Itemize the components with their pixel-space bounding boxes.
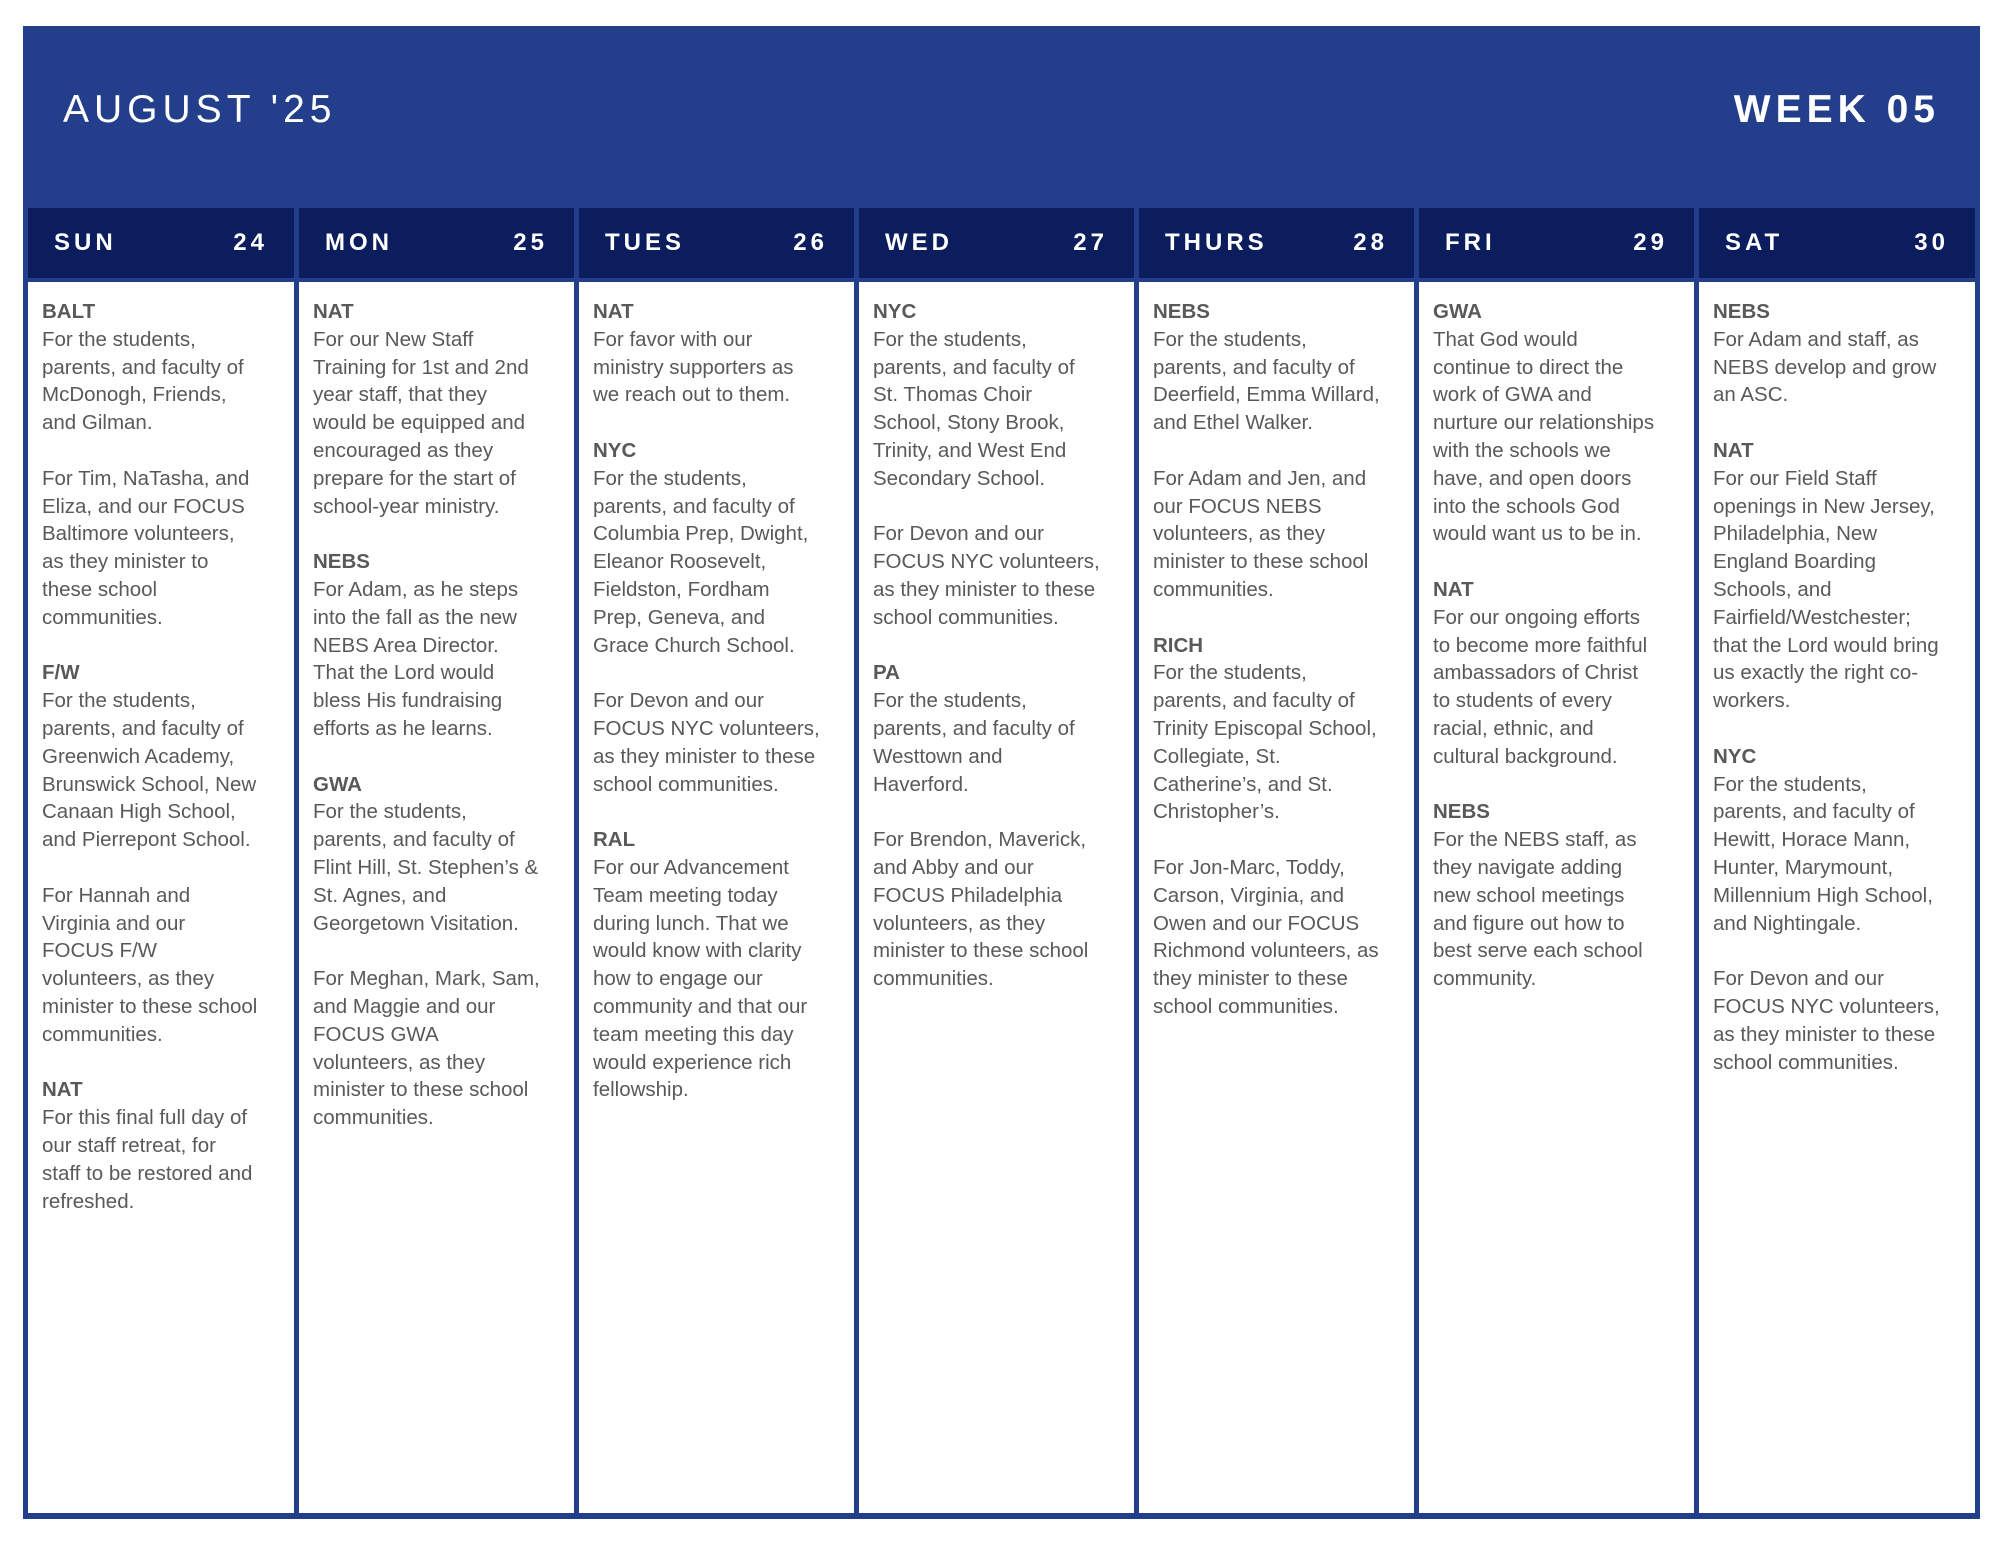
prayer-text-line: and Gilman. — [42, 411, 153, 435]
prayer-text-line: our FOCUS NEBS — [1153, 494, 1322, 518]
prayer-text-line: would be equipped and — [313, 411, 526, 435]
prayer-text-line: during lunch. That we — [593, 911, 789, 935]
day-name: TUES — [605, 229, 686, 256]
region-tag: NAT — [593, 300, 634, 323]
prayer-text-line: Fairfield/Westchester; — [1713, 605, 1911, 629]
prayer-text-line: have, and open doors — [1433, 466, 1632, 490]
prayer-text-line: Haverford. — [873, 772, 969, 796]
prayer-entry — [1153, 465, 1400, 604]
prayer-text-line: volunteers, as they — [313, 1050, 486, 1074]
prayer-text-line: parents, and faculty of — [1153, 355, 1355, 379]
prayer-text-line: with the schools we — [1433, 438, 1611, 462]
prayer-text-line: how to engage our — [593, 967, 763, 991]
prayer-text-line: For our Advancement — [593, 855, 789, 879]
prayer-entry — [313, 548, 560, 743]
day-column-fri — [1419, 208, 1694, 1513]
prayer-text-line: For the students, — [873, 689, 1027, 713]
prayer-text-line: For the students, — [1153, 327, 1307, 351]
day-body — [1139, 282, 1414, 1513]
prayer-text-line: us exactly the right co- — [1713, 661, 1919, 685]
prayer-text-line: parents, and faculty of — [593, 494, 795, 518]
prayer-text-line: year staff, that they — [313, 383, 487, 407]
prayer-entry — [593, 298, 840, 409]
prayer-text-line: For Devon and our — [873, 522, 1044, 546]
prayer-text-line: For the students, — [593, 466, 747, 490]
day-header — [1139, 208, 1414, 278]
region-tag: F/W — [42, 661, 80, 685]
day-name: SAT — [1725, 229, 1784, 256]
week-label: WEEK 05 — [1733, 88, 1940, 131]
prayer-text-line: England Boarding — [1713, 550, 1876, 574]
day-date: 27 — [1073, 229, 1108, 256]
prayer-text-line: Virginia and our — [42, 911, 186, 935]
prayer-text-line: For Tim, NaTasha, and — [42, 466, 250, 490]
prayer-text-line: refreshed. — [42, 1189, 135, 1213]
prayer-text-line: as they minister to these — [593, 744, 816, 768]
prayer-entry — [1153, 298, 1400, 437]
prayer-text-line: they minister to these — [1153, 967, 1348, 991]
day-column-thurs — [1139, 208, 1414, 1513]
day-header — [579, 208, 854, 278]
prayer-text-line: would experience rich — [593, 1050, 792, 1074]
prayer-text-line: fellowship. — [593, 1078, 689, 1102]
prayer-entry — [42, 1076, 280, 1215]
prayer-text-line: For this final full day of — [42, 1106, 248, 1130]
prayer-text-line: parents, and faculty of — [1153, 689, 1355, 713]
prayer-text-line: Christopher’s. — [1153, 800, 1280, 824]
prayer-entry — [593, 826, 840, 1104]
prayer-text-line: nurture our relationships — [1433, 411, 1655, 435]
day-header — [859, 208, 1134, 278]
prayer-text-line: For Jon-Marc, Toddy, — [1153, 855, 1345, 879]
prayer-entry — [1153, 632, 1400, 827]
prayer-text-line: parents, and faculty of — [42, 355, 244, 379]
prayer-text-line: and Nightingale. — [1713, 911, 1862, 935]
prayer-text-line: That God would — [1433, 327, 1578, 351]
prayer-text-line: Columbia Prep, Dwight, — [593, 522, 809, 546]
day-body — [1419, 282, 1694, 1513]
prayer-text-line: bless His fundraising — [313, 689, 503, 713]
region-tag: NEBS — [313, 550, 370, 574]
prayer-text-line: communities. — [42, 605, 163, 629]
prayer-text-line: school communities. — [1713, 1050, 1899, 1074]
prayer-text-line: NEBS develop and grow — [1713, 355, 1937, 379]
prayer-text-line: staff to be restored and — [42, 1161, 253, 1185]
prayer-text-line: parents, and faculty of — [1713, 800, 1915, 824]
prayer-text-line: St. Thomas Choir — [873, 383, 1033, 407]
prayer-text-line: For Devon and our — [593, 689, 764, 713]
prayer-text-line: For Meghan, Mark, Sam, — [313, 967, 540, 991]
region-tag: NAT — [42, 1078, 83, 1102]
month-title: AUGUST '25 — [63, 88, 337, 131]
prayer-text-line: encouraged as they — [313, 438, 494, 462]
prayer-entry — [1433, 298, 1680, 548]
prayer-entry — [873, 659, 1120, 798]
prayer-text-line: as they minister to these — [873, 577, 1096, 601]
day-name: FRI — [1445, 229, 1496, 256]
prayer-text-line: community. — [1433, 967, 1537, 991]
prayer-text-line: For our Field Staff — [1713, 466, 1877, 490]
region-tag: NYC — [1713, 744, 1757, 768]
prayer-text-line: continue to direct the — [1433, 355, 1624, 379]
prayer-text-line: Prep, Geneva, and — [593, 605, 766, 629]
prayer-text-line: McDonogh, Friends, — [42, 383, 227, 407]
prayer-text-line: Training for 1st and 2nd — [313, 355, 529, 379]
prayer-text-line: school communities. — [1153, 994, 1339, 1018]
prayer-text-line: racial, ethnic, and — [1433, 716, 1594, 740]
prayer-text-line: would know with clarity — [593, 939, 802, 963]
prayer-text-line: Eliza, and our FOCUS — [42, 494, 245, 518]
prayer-text-line: Philadelphia, New — [1713, 522, 1878, 546]
prayer-text-line: Schools, and — [1713, 577, 1832, 601]
day-date: 26 — [793, 229, 828, 256]
day-column-sun — [28, 208, 294, 1513]
prayer-entry — [1713, 743, 1961, 938]
day-header — [299, 208, 574, 278]
day-name: WED — [885, 229, 953, 256]
prayer-text-line: communities. — [42, 1022, 163, 1046]
day-date: 30 — [1914, 229, 1949, 256]
day-header — [1419, 208, 1694, 278]
day-column-mon — [299, 208, 574, 1513]
prayer-text-line: and Pierrepont School. — [42, 828, 251, 852]
prayer-text-line: Flint Hill, St. Stephen’s & — [313, 855, 539, 879]
prayer-text-line: Hewitt, Horace Mann, — [1713, 828, 1911, 852]
region-tag: RAL — [593, 828, 636, 852]
prayer-text-line: and Maggie and our — [313, 994, 496, 1018]
day-date: 28 — [1353, 229, 1388, 256]
prayer-text-line: to students of every — [1433, 689, 1612, 713]
prayer-text-line: volunteers, as they — [1153, 522, 1326, 546]
prayer-text-line: would want us to be in. — [1433, 522, 1642, 546]
prayer-text-line: For favor with our — [593, 327, 753, 351]
prayer-text-line: Hunter, Marymount, — [1713, 855, 1894, 879]
prayer-text-line: workers. — [1713, 689, 1791, 713]
prayer-text-line: For the NEBS staff, as — [1433, 828, 1637, 852]
prayer-entry — [42, 465, 280, 632]
prayer-text-line: school-year ministry. — [313, 494, 500, 518]
prayer-text-line: Richmond volunteers, as — [1153, 939, 1379, 963]
prayer-text-line: FOCUS NYC volunteers, — [593, 716, 820, 740]
prayer-text-line: That the Lord would — [313, 661, 495, 685]
prayer-text-line: For the students, — [42, 689, 196, 713]
day-date: 25 — [513, 229, 548, 256]
region-tag: GWA — [1433, 300, 1482, 323]
day-header — [28, 208, 294, 278]
day-columns — [28, 208, 1975, 1513]
prayer-text-line: as they minister to — [42, 550, 209, 574]
prayer-entry — [42, 882, 280, 1049]
prayer-text-line: volunteers, as they — [873, 911, 1046, 935]
prayer-text-line: we reach out to them. — [593, 383, 791, 407]
day-body — [28, 282, 294, 1513]
prayer-text-line: minister to these school — [873, 939, 1089, 963]
prayer-text-line: as they minister to these — [1713, 1022, 1936, 1046]
prayer-text-line: FOCUS Philadelphia — [873, 883, 1063, 907]
prayer-text-line: our staff retreat, for — [42, 1133, 216, 1157]
prayer-entry — [1713, 437, 1961, 715]
prayer-text-line: Westtown and — [873, 744, 1003, 768]
day-date: 29 — [1633, 229, 1668, 256]
region-tag: BALT — [42, 300, 96, 323]
prayer-text-line: school communities. — [873, 605, 1059, 629]
prayer-text-line: Catherine’s, and St. — [1153, 772, 1333, 796]
prayer-text-line: these school — [42, 577, 158, 601]
prayer-entry — [1713, 298, 1961, 409]
prayer-text-line: prepare for the start of — [313, 466, 516, 490]
prayer-text-line: parents, and faculty of — [313, 828, 515, 852]
region-tag: GWA — [313, 772, 362, 796]
prayer-text-line: work of GWA and — [1433, 383, 1592, 407]
day-body — [579, 282, 854, 1513]
prayer-entry — [873, 826, 1120, 993]
prayer-entry — [313, 965, 560, 1132]
prayer-text-line: ministry supporters as — [593, 355, 794, 379]
prayer-text-line: communities. — [1153, 577, 1274, 601]
prayer-text-line: best serve each school — [1433, 939, 1643, 963]
prayer-text-line: communities. — [873, 967, 994, 991]
prayer-text-line: efforts as he learns. — [313, 716, 493, 740]
prayer-entry — [593, 687, 840, 798]
prayer-text-line: NEBS Area Director. — [313, 633, 499, 657]
prayer-text-line: For Adam and Jen, and — [1153, 466, 1367, 490]
prayer-text-line: to become more faithful — [1433, 633, 1648, 657]
prayer-text-line: Owen and our FOCUS — [1153, 911, 1360, 935]
prayer-text-line: that the Lord would bring — [1713, 633, 1939, 657]
region-tag: PA — [873, 661, 900, 685]
prayer-text-line: FOCUS GWA — [313, 1022, 439, 1046]
prayer-text-line: cultural background. — [1433, 744, 1618, 768]
prayer-text-line: volunteers, as they — [42, 967, 215, 991]
prayer-text-line: For our ongoing efforts — [1433, 605, 1641, 629]
prayer-entry — [313, 298, 560, 520]
prayer-text-line: school communities. — [593, 772, 779, 796]
calendar-banner — [23, 26, 1980, 206]
prayer-text-line: new school meetings — [1433, 883, 1625, 907]
region-tag: RICH — [1153, 633, 1204, 657]
prayer-text-line: parents, and faculty of — [42, 716, 244, 740]
prayer-text-line: Secondary School. — [873, 466, 1046, 490]
prayer-text-line: Brunswick School, New — [42, 772, 257, 796]
prayer-text-line: For the students, — [1713, 772, 1867, 796]
prayer-text-line: openings in New Jersey, — [1713, 494, 1935, 518]
day-name: THURS — [1165, 229, 1268, 256]
prayer-text-line: team meeting this day — [593, 1022, 794, 1046]
prayer-text-line: St. Agnes, and — [313, 883, 447, 907]
prayer-entry — [1713, 965, 1961, 1076]
region-tag: NEBS — [1713, 300, 1770, 323]
prayer-text-line: For Adam, as he steps — [313, 577, 519, 601]
day-header — [1699, 208, 1975, 278]
prayer-text-line: into the fall as the new — [313, 605, 517, 629]
prayer-entry — [1433, 576, 1680, 771]
prayer-text-line: Grace Church School. — [593, 633, 795, 657]
prayer-text-line: and Ethel Walker. — [1153, 411, 1313, 435]
prayer-text-line: into the schools God — [1433, 494, 1620, 518]
prayer-text-line: School, Stony Brook, — [873, 411, 1065, 435]
prayer-text-line: Deerfield, Emma Willard, — [1153, 383, 1380, 407]
prayer-entry — [1153, 854, 1400, 1021]
prayer-text-line: minister to these school — [313, 1078, 529, 1102]
prayer-text-line: FOCUS NYC volunteers, — [1713, 994, 1940, 1018]
prayer-entry — [873, 298, 1120, 493]
prayer-entry — [42, 298, 280, 437]
day-body — [1699, 282, 1975, 1513]
prayer-text-line: Georgetown Visitation. — [313, 911, 519, 935]
region-tag: NAT — [1433, 577, 1474, 601]
prayer-text-line: Collegiate, St. — [1153, 744, 1281, 768]
prayer-text-line: parents, and faculty of — [873, 716, 1075, 740]
day-column-sat — [1699, 208, 1975, 1513]
calendar-week — [23, 26, 1980, 1519]
prayer-text-line: Canaan High School, — [42, 800, 236, 824]
prayer-text-line: and Abby and our — [873, 855, 1034, 879]
prayer-text-line: For Brendon, Maverick, — [873, 828, 1087, 852]
prayer-text-line: Trinity Episcopal School, — [1153, 716, 1377, 740]
prayer-text-line: For the students, — [873, 327, 1027, 351]
prayer-text-line: For the students, — [42, 327, 196, 351]
prayer-text-line: Fieldston, Fordham — [593, 577, 770, 601]
prayer-text-line: minister to these school — [42, 994, 258, 1018]
region-tag: NYC — [873, 300, 917, 323]
prayer-text-line: For Adam and staff, as — [1713, 327, 1919, 351]
region-tag: NEBS — [1433, 800, 1490, 824]
prayer-text-line: community and that our — [593, 994, 808, 1018]
prayer-text-line: Carson, Virginia, and — [1153, 883, 1345, 907]
prayer-text-line: For our New Staff — [313, 327, 474, 351]
prayer-text-line: an ASC. — [1713, 383, 1789, 407]
day-column-tues — [579, 208, 854, 1513]
prayer-text-line: For Hannah and — [42, 883, 191, 907]
prayer-entry — [313, 771, 560, 938]
region-tag: NYC — [593, 438, 637, 462]
prayer-text-line: Baltimore volunteers, — [42, 522, 235, 546]
prayer-text-line: Millennium High School, — [1713, 883, 1933, 907]
prayer-text-line: Trinity, and West End — [873, 438, 1067, 462]
prayer-text-line: Eleanor Roosevelt, — [593, 550, 767, 574]
prayer-text-line: parents, and faculty of — [873, 355, 1075, 379]
day-name: SUN — [54, 229, 117, 256]
prayer-text-line: and figure out how to — [1433, 911, 1625, 935]
day-body — [859, 282, 1134, 1513]
prayer-text-line: For the students, — [1153, 661, 1307, 685]
region-tag: NEBS — [1153, 300, 1210, 323]
prayer-text-line: For the students, — [313, 800, 467, 824]
prayer-text-line: they navigate adding — [1433, 855, 1623, 879]
prayer-text-line: ambassadors of Christ — [1433, 661, 1639, 685]
prayer-text-line: FOCUS NYC volunteers, — [873, 550, 1100, 574]
day-name: MON — [325, 229, 393, 256]
prayer-text-line: communities. — [313, 1106, 434, 1130]
prayer-text-line: minister to these school — [1153, 550, 1369, 574]
prayer-entry — [593, 437, 840, 659]
prayer-entry — [1433, 798, 1680, 993]
prayer-text-line: Greenwich Academy, — [42, 744, 235, 768]
region-tag: NAT — [1713, 438, 1754, 462]
prayer-entry — [42, 659, 280, 854]
prayer-entry — [873, 520, 1120, 631]
day-column-wed — [859, 208, 1134, 1513]
prayer-text-line: Team meeting today — [593, 883, 778, 907]
region-tag: NAT — [313, 300, 354, 323]
prayer-text-line: For Devon and our — [1713, 967, 1884, 991]
day-date: 24 — [233, 229, 268, 256]
day-body — [299, 282, 574, 1513]
prayer-text-line: FOCUS F/W — [42, 939, 158, 963]
